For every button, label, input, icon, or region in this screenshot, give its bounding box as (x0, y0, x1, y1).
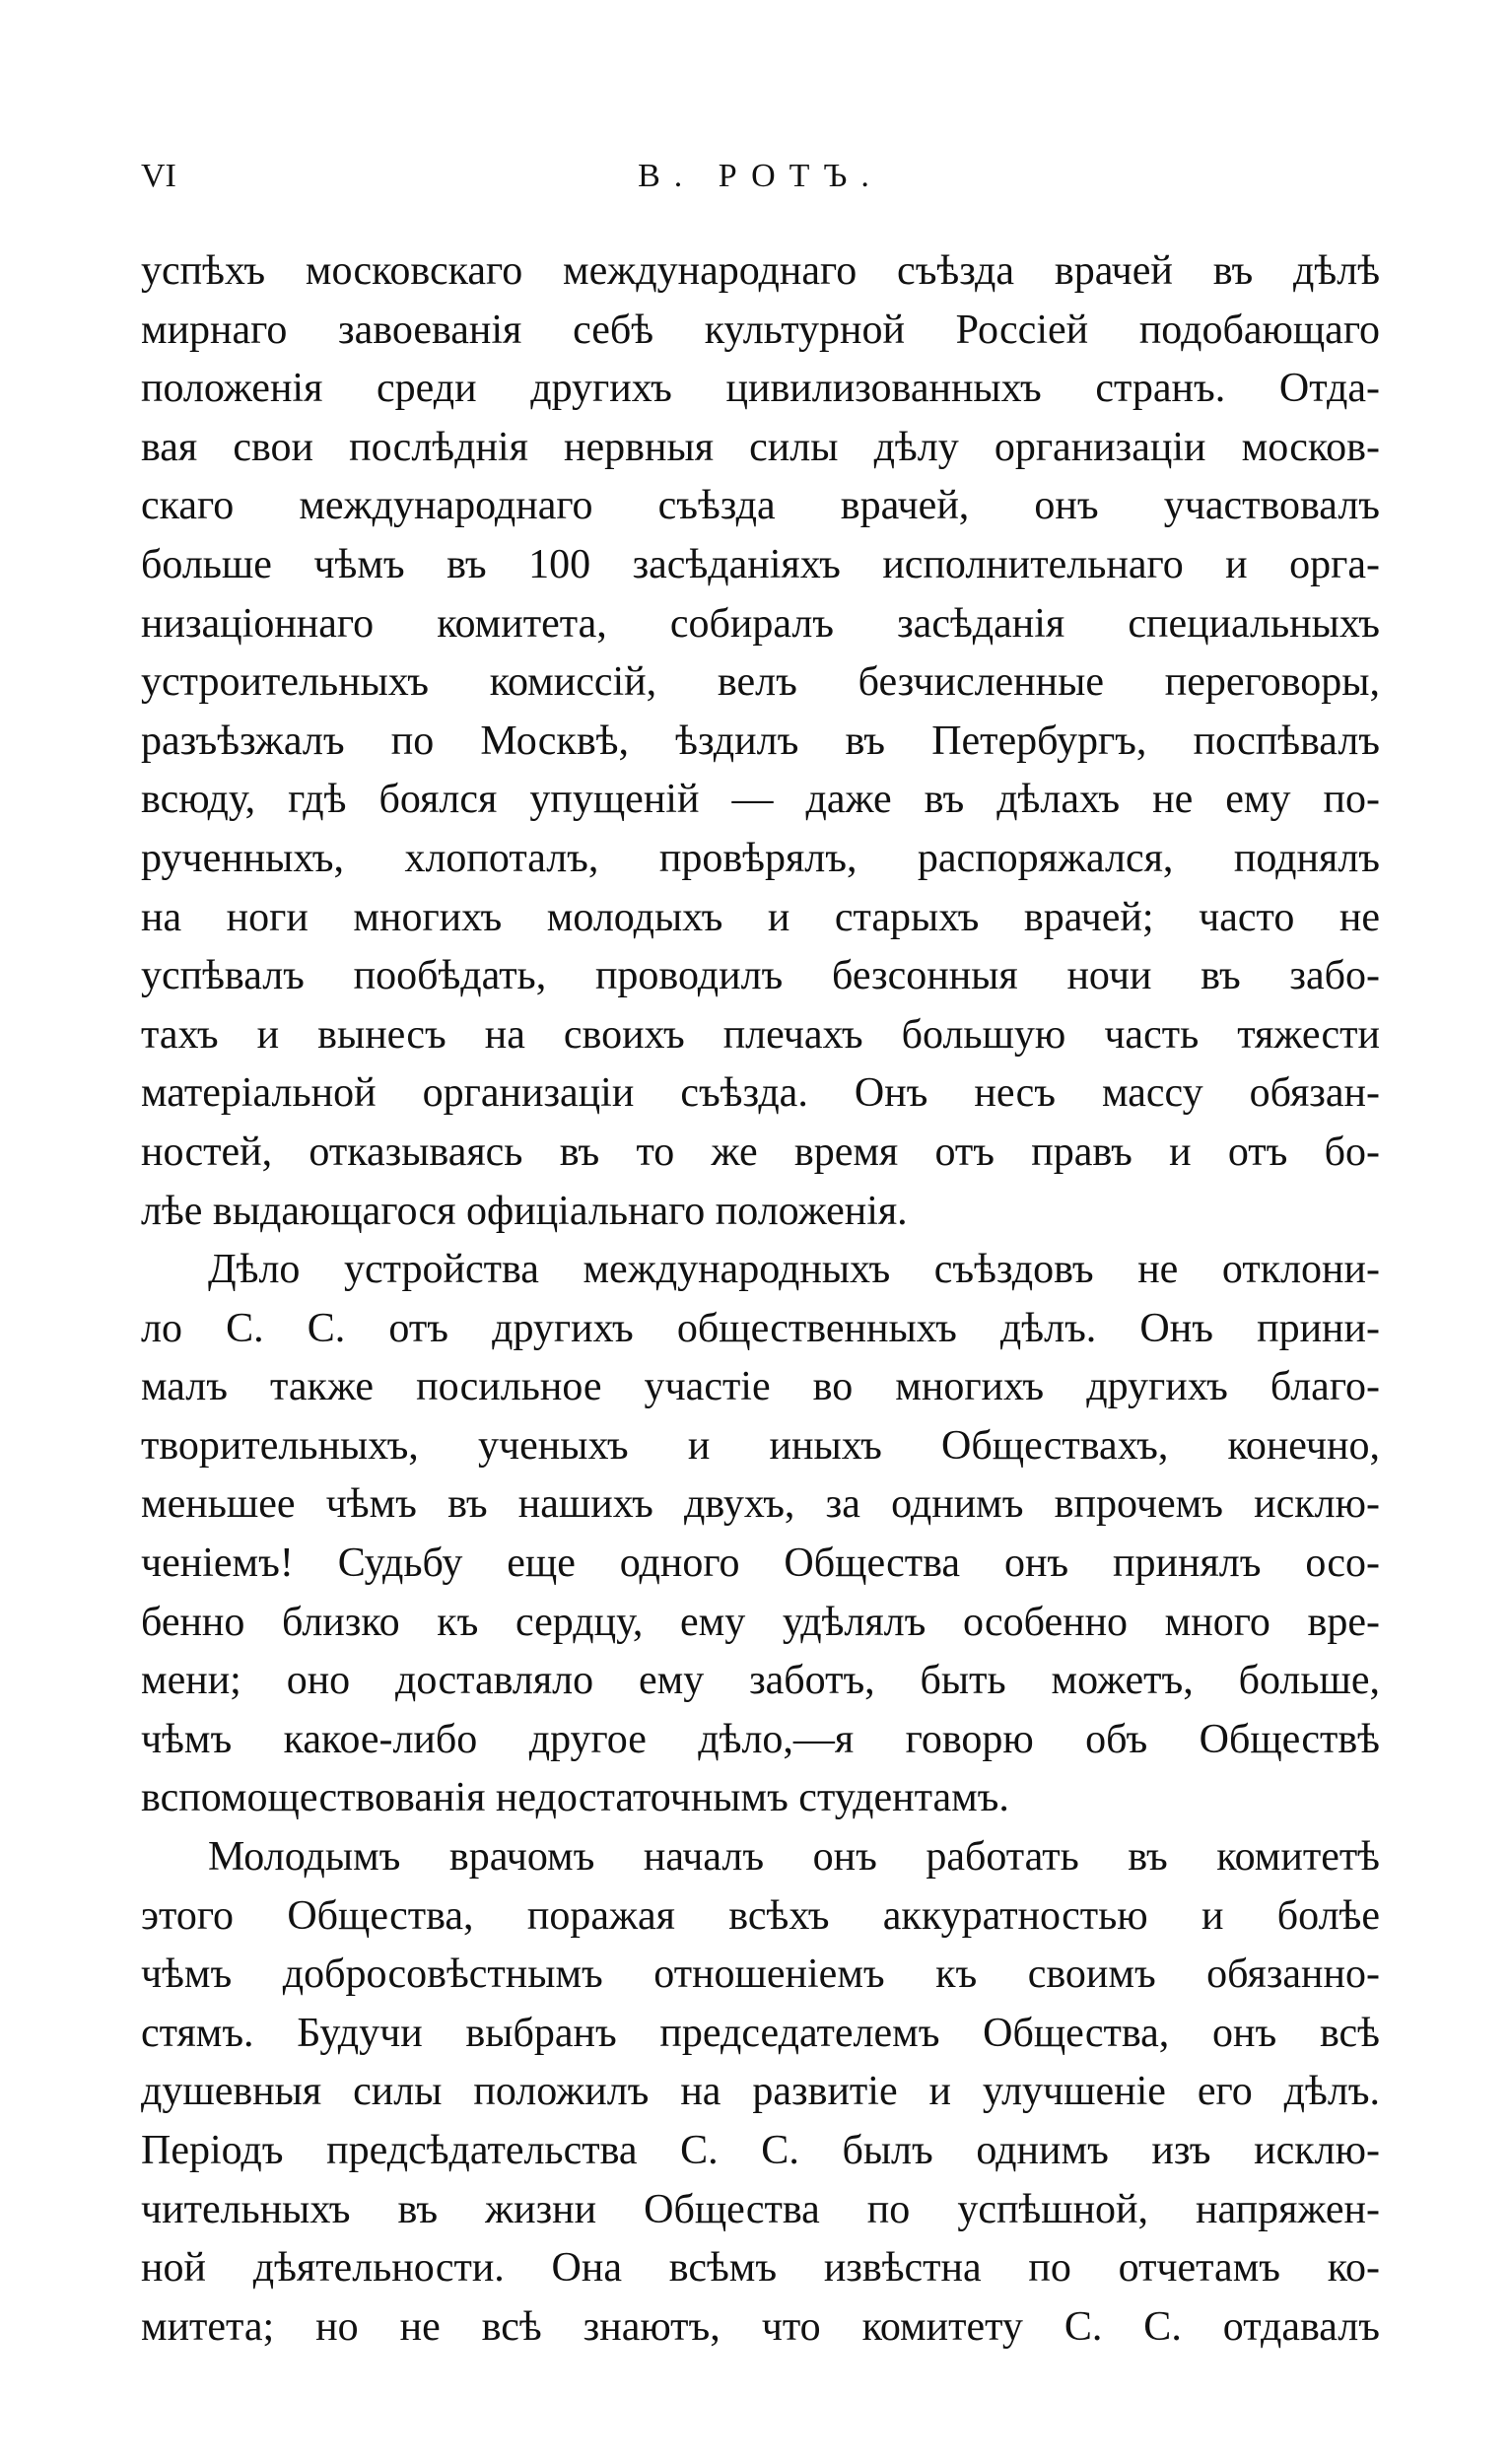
text-line: Молодымъ врачомъ началъ онъ работать въ комитетѣ (208, 1834, 1380, 1881)
text-line: творительныхъ, ученыхъ и иныхъ Обществахъ, конечно, (141, 1422, 1380, 1469)
text-line: вспомоществованія недостаточнымъ студентамъ. (141, 1775, 1009, 1821)
text-line: лѣе выдающагося офиціальнаго положенія. (141, 1188, 908, 1234)
paragraph (141, 1241, 1380, 1828)
text-line: устроительныхъ комиссій, велъ безчисленные переговоры, (141, 659, 1380, 706)
running-head: В. РОТЪ. (638, 158, 883, 194)
page-header (141, 158, 1380, 207)
text-line: малъ также посильное участіе во многихъ другихъ благо- (141, 1364, 1380, 1410)
text-line: бенно близко къ сердцу, ему удѣлялъ особенно много вре- (141, 1599, 1380, 1645)
page-number: VI (141, 158, 176, 194)
text-line: разъѣзжалъ по Москвѣ, ѣздилъ въ Петербургъ, поспѣвалъ (141, 718, 1380, 764)
text-line: ло С. С. отъ другихъ общественныхъ дѣлъ. Онъ прини- (141, 1305, 1380, 1351)
text-line: тахъ и вынесъ на своихъ плечахъ большую часть тяжести (141, 1011, 1380, 1058)
text-line: меньшее чѣмъ въ нашихъ двухъ, за однимъ впрочемъ исклю- (141, 1481, 1380, 1528)
text-line: больше чѣмъ въ 100 засѣданіяхъ исполнительнаго и орга- (141, 541, 1380, 587)
text-line: скаго международнаго съѣзда врачей, онъ участвовалъ (141, 483, 1380, 529)
body-text (141, 242, 1380, 2357)
text-line: чѣмъ какое-либо другое дѣло,—я говорю объ Обществѣ (141, 1716, 1380, 1762)
text-line: положенія среди другихъ цивилизованныхъ странъ. Отда- (141, 366, 1380, 412)
text-line: душевныя силы положилъ на развитіе и улучшеніе его дѣлъ. (141, 2069, 1380, 2115)
text-line: матеріальной организаціи съѣзда. Онъ несъ массу обязан- (141, 1070, 1380, 1117)
text-line: вая свои послѣднія нервныя силы дѣлу организаціи москов- (141, 424, 1380, 470)
text-line: ной дѣятельности. Она всѣмъ извѣстна по отчетамъ ко- (141, 2245, 1380, 2292)
text-line: ностей, отказываясь въ то же время отъ правъ и отъ бо- (141, 1129, 1380, 1175)
text-line: этого Общества, поражая всѣхъ аккуратностью и болѣе (141, 1892, 1380, 1939)
text-line: митета; но не всѣ знаютъ, что комитету С. С. отдавалъ (141, 2303, 1380, 2350)
text-line: успѣвалъ пообѣдать, проводилъ безсонныя ночи въ забо- (141, 953, 1380, 999)
text-line: мени; оно доставляло ему заботъ, быть можетъ, больше, (141, 1658, 1380, 1704)
text-line: на ноги многихъ молодыхъ и старыхъ врачей; часто не (141, 894, 1380, 940)
text-line: успѣхъ московскаго международнаго съѣзда врачей въ дѣлѣ (141, 248, 1380, 294)
text-line: чительныхъ въ жизни Общества по успѣшной, напряжен- (141, 2186, 1380, 2232)
text-line: Дѣло устройства международныхъ съѣздовъ не отклони- (208, 1247, 1380, 1293)
paragraph (141, 242, 1380, 1241)
text-line: ченіемъ! Судьбу еще одного Общества онъ принялъ осо- (141, 1540, 1380, 1587)
text-line: рученныхъ, хлопоталъ, провѣрялъ, распоряжался, поднялъ (141, 835, 1380, 881)
paragraph (141, 1828, 1380, 2357)
text-line: стямъ. Будучи выбранъ председателемъ Общества, онъ всѣ (141, 2010, 1380, 2056)
text-line: низаціоннаго комитета, собиралъ засѣданія специальныхъ (141, 600, 1380, 647)
text-line: всюду, гдѣ боялся упущеній — даже въ дѣлахъ не ему по- (141, 777, 1380, 823)
text-line: Періодъ предсѣдательства С. С. былъ однимъ изъ исклю- (141, 2128, 1380, 2173)
text-line: чѣмъ добросовѣстнымъ отношеніемъ къ своимъ обязанно- (141, 1951, 1380, 1998)
text-line: мирнаго завоеванія себѣ культурной Россіей подобающаго (141, 307, 1380, 353)
